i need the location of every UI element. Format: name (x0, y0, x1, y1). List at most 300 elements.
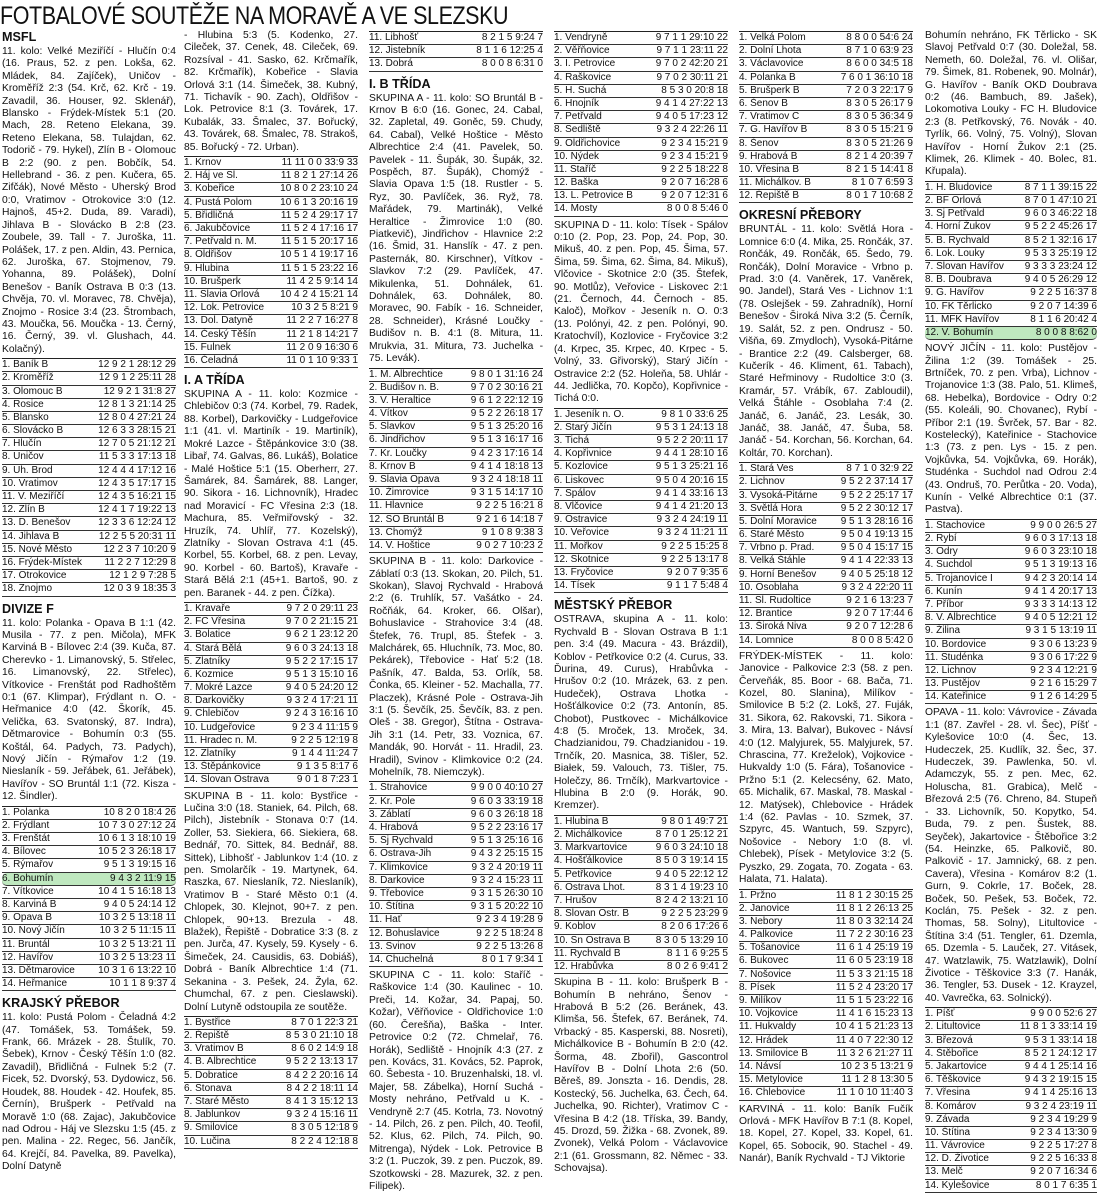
table-row (739, 1087, 913, 1100)
table-row (925, 1035, 1097, 1048)
team-name: 8. Krnov B (369, 460, 416, 472)
table-row (925, 1153, 1097, 1166)
table-row (2, 570, 176, 583)
match-results-text: 11. kolo: Polanka - Opava B 1:1 (42. Musila - 77. z pen. Mičola), MFK Karviná B - Bílovec 2:4 (39. Kuča, 87. Cherevko - 1. Limanovský, 5. Střelec, 16. Limanovský, 22. Střelec), Vítkovice - Frenštát pod Radhoštěm 0:1 (67. Klimpar), Frýdlant n. O. - Heřmanice 4:0 (42. Škorík, 45. Velička, 63. Svatonský, 87. Indra), Dětmarovice - Bohumín 0:3 (55. Koštál, 64. Padych, 73. Padych), Nový Jičín - Rýmařov 1:2 (19. Nieslaník - 59. Jeřábek, 61. Jeřábek), Havířov - SO Bruntál 1:1 (72. Kisza - 12. Šindler). (2, 617, 176, 803)
team-name: 2. Kr. Pole (369, 795, 416, 807)
table-row (739, 516, 913, 529)
team-name: 3. Odry (925, 546, 958, 558)
team-stats: 9 3 2 4 17:21 11 (286, 695, 358, 707)
table-row (925, 533, 1097, 546)
team-name: 11. Sl. Rudoltice (739, 595, 812, 607)
team-name: 17. Otrokovice (2, 570, 67, 582)
table-row (925, 612, 1097, 625)
team-name: 7. Spálov (554, 487, 596, 499)
table-row (184, 1070, 358, 1083)
team-stats: 9 7 0 2 30:16 21 (470, 381, 543, 393)
match-results-text: OSTRAVA, skupina A - 11. kolo: Rychvald B - Slovan Ostrava B 1:1 pen. 3:4 (49. Macura - 43. Brázdil), Koblov - Petřkovice 0:2 (4. Curus, 33. Ďurina, 49. Curus), Hrabůvka - Hrušov 0:2 (10. Mrázek, 63. z pen. Hudeček), Ostrava Lhotka - Hošťálkovice 0:2 (73. Antonín, 85. Chobot), Pustkovec - Michálkovice 4:8 (5. Mroček, 13. Mroček, 34. Chadzianidou, 79. Chadzianidou - 19. Trnčík, 20. Masnica, 38. Tišler, 52. Białek, 59. Valouch, 73. Tišler, 75. Holečzy, 86. Trnčík), Markvartovice - Hlubina B 2:0 (9. Horák, 90. Kremzer). (554, 614, 728, 812)
team-stats: 8 7 1 0 32:9 22 (846, 463, 913, 475)
team-stats: 9 7 1 1 29:10 22 (655, 32, 728, 43)
team-name: 1. Jeseník n. O. (554, 408, 625, 420)
team-stats: 9 2 4 3 16:16 10 (285, 708, 358, 720)
table-row (184, 315, 358, 328)
table-row (369, 809, 543, 822)
team-stats: 9 1 3 5 8:17 6 (296, 761, 358, 773)
match-results-text: SKUPINA B - 11. kolo: Bystřice - Lučina 3:0 (18. Staniek, 64. Pilch, 68. Pilch), Jistebník - Stonava 0:7 (14. Zoller, 53. Siekiera, 66. Siekiera, 68. Bednář, 70. Sittek, 84. Bednář, 88. Sittek), Libhošť - Jablunkov 1:4 (10. z pen. Smolarčík - 19. Martynek, 64. Raszka, 67. Nieslaník, 72. Nieslaník), Vratimov B - Staré Město 0:1 (4. Chlopek, 30. Klejnot, 90+7. z pen. Chlopek, 90+13. Brezula - 48. Blažek), Řepiště - Dobratice 3:3 (8. z pen. Jurča, 47. Kysely, 59. Kysely - 6. Šimeček, 24. Causidis, 63. Dobiáš), Dobrá - Baník Albrechtice 1:4 (71. Sekanina - 3. Pešek, 24. Žyla, 62. Chumchal, 67. z pen. Cieslawski). Dolní Lutyně odstoupila ze soutěže. (184, 790, 358, 1013)
team-name: 7. Vrbno p. Prad. (739, 542, 815, 554)
team-stats: 9 6 0 3 24:10 18 (655, 842, 728, 854)
team-stats: 9 5 2 2 20:11 17 (656, 435, 728, 447)
table-row (2, 531, 176, 544)
team-name: 5. Blansko (2, 411, 49, 423)
table-row (369, 395, 543, 408)
table-row (2, 925, 176, 938)
team-name: 12. Lichnov (925, 664, 977, 676)
team-name: 2. Budišov n. B. (369, 381, 440, 393)
team-name: 7. Hrušov (554, 894, 597, 906)
team-name: 3. Václavovice (739, 58, 804, 70)
team-stats: 10 3 2 5 13:21 11 (98, 938, 176, 950)
table-row (2, 465, 176, 478)
team-name: 9. Horní Benešov (739, 568, 817, 580)
team-name: 1. Stachovice (925, 519, 986, 531)
team-name: 12. Skotnice (554, 553, 610, 565)
team-stats: 9 2 3 4 13:30 9 (1030, 1126, 1097, 1138)
team-stats: 8 1 1 6 12:25 4 (476, 45, 543, 57)
team-stats: 8 5 2 1 32:16 17 (1024, 234, 1097, 246)
team-name: 14. Chuchelná (369, 953, 434, 965)
team-stats: 11 6 1 4 25:19 19 (835, 942, 913, 954)
team-name: 10. Štítina (925, 1126, 971, 1138)
table-row (739, 529, 913, 542)
team-stats: 11 8 1 3 33:14 19 (1019, 1021, 1097, 1033)
team-name: 4. Pustá Polom (184, 196, 252, 208)
team-name: 6. Kunín (925, 585, 963, 597)
team-name: 7. Klimkovice (369, 861, 428, 873)
team-stats: 12 6 3 3 28:15 21 (98, 425, 176, 437)
team-stats: 8 3 0 5 13:29 10 (655, 934, 728, 946)
table-row (184, 1122, 358, 1135)
team-name: 10. Osoblaha (739, 581, 799, 593)
table-row (739, 1021, 913, 1034)
team-name: 10. Bordovice (925, 638, 987, 650)
column-6 (925, 30, 1097, 1191)
table-row (2, 504, 176, 517)
table-row (554, 908, 728, 921)
table-row (184, 263, 358, 276)
table-row (2, 886, 176, 899)
table-row (925, 274, 1097, 287)
team-name: 11. MFK Havířov (925, 313, 1000, 325)
table-row (554, 98, 728, 111)
team-stats: 9 5 1 3 19:15 16 (103, 859, 176, 871)
table-row (369, 514, 543, 527)
team-stats: 8 4 2 2 20:16 14 (285, 1069, 358, 1081)
team-stats: 11 4 1 6 15:23 13 (835, 1008, 913, 1020)
table-row (739, 503, 913, 516)
team-stats: 9 4 1 4 25:16 13 (1024, 1087, 1097, 1099)
team-name: 14. Návsí (739, 1060, 782, 1072)
table-row (554, 935, 728, 948)
table-row (369, 58, 543, 71)
team-name: 2. Janovice (739, 902, 790, 914)
team-name: 2. Litultovice (925, 1021, 981, 1033)
table-row (2, 952, 176, 965)
table-row (2, 438, 176, 451)
team-name: 13. Dobrá (369, 58, 413, 70)
team-name: 4. Rosice (2, 398, 44, 410)
table-row (184, 170, 358, 183)
team-stats: 9 5 2 2 23:16 17 (470, 822, 543, 833)
table-row (554, 111, 728, 124)
team-name: 6. Slovácko B (2, 425, 64, 437)
table-row (2, 491, 176, 504)
team-name: 14. Kylešovice (925, 1179, 990, 1191)
team-name: 8. Karviná B (2, 898, 57, 910)
team-name: 14. Slovan Ostrava (184, 774, 270, 786)
team-stats: 9 6 2 1 23:12 20 (285, 629, 358, 641)
table-row (554, 488, 728, 501)
table-row (2, 846, 176, 859)
team-stats: 10 3 2 5 8:21 9 (291, 302, 358, 314)
table-row (739, 111, 913, 124)
table-row (925, 691, 1097, 704)
team-stats: 9 8 0 1 49:7 21 (661, 815, 728, 827)
team-name: 9. Uh. Brod (2, 464, 53, 476)
team-name: 9. Ostravice (554, 514, 608, 526)
table-row (2, 372, 176, 385)
table-row (554, 409, 728, 422)
team-name: 4. Palkovice (739, 929, 793, 941)
section-heading: OKRESNÍ PŘEBORY (739, 208, 862, 223)
table-row (739, 555, 913, 568)
table-row (2, 939, 176, 952)
team-stats: 9 5 1 3 25:20 16 (470, 421, 543, 433)
team-stats: 9 5 2 2 13:13 17 (285, 1056, 358, 1068)
table-row (925, 1180, 1097, 1193)
team-stats: 9 2 3 4 11:15 9 (292, 721, 358, 733)
team-stats: 8 0 0 8 6:31 0 (481, 58, 543, 70)
team-name: 13. Svinov (369, 940, 416, 952)
team-stats: 8 2 0 6 17:26 6 (661, 921, 728, 933)
table-row (925, 1087, 1097, 1100)
table-row (925, 546, 1097, 559)
team-stats: 8 0 2 6 9:41 2 (666, 960, 728, 972)
team-name: 5. Slavkov (369, 421, 416, 433)
team-stats: 9 6 0 3 24:13 18 (285, 642, 358, 654)
standings-table (554, 31, 728, 217)
team-name: 1. Polanka (2, 806, 50, 818)
team-stats: 9 7 0 2 30:11 21 (656, 71, 728, 83)
team-stats: 9 4 1 4 22:33 13 (840, 555, 913, 567)
team-stats: 9 5 3 3 25:19 12 (1024, 247, 1097, 259)
team-stats: 8 2 1 5 9:24 7 (481, 32, 543, 43)
table-row (554, 842, 728, 855)
table-row (2, 820, 176, 833)
team-name: 7. Hlučín (2, 438, 42, 450)
team-stats: 11 8 1 2 26:13 25 (835, 902, 913, 914)
table-row (184, 289, 358, 302)
section-heading: I. B TŘÍDA (369, 76, 431, 91)
team-stats: 10 1 1 8 9:37 4 (109, 978, 176, 990)
team-stats: 9 7 2 0 29:11 23 (286, 602, 358, 614)
table-row (554, 816, 728, 829)
table-row (925, 1127, 1097, 1140)
team-stats: 8 1 1 6 9:25 5 (666, 947, 728, 959)
team-stats: 11 6 0 5 23:19 18 (835, 955, 913, 967)
team-name: 9. Slavia Opava (369, 474, 440, 485)
table-row (554, 527, 728, 540)
team-name: 5. Jakartovice (925, 1060, 987, 1072)
team-stats: 12 4 3 5 16:21 15 (98, 491, 176, 503)
team-name: 4. Vítkov (369, 408, 408, 420)
match-results-text: FRÝDEK-MÍSTEK - 11. kolo: Janovice - Palkovice 2:3 (58. z pen. Červeňák, 85. Boor - 68. Bača, 71. Kozel, 80. Slanina), Milíkov - Smilovice B 5:2 (2. Lokš, 27. Fuják, 31. Sikora, 62. Rakovski, 71. Sikora - 3. Mira, 13. Balvar), Bukovec - Návsí 4:0 (12. Malyjurek, 55. Malyjurek, 57. Chrascina, 77. Kreželok), Vojkovice - Hukvaldy 1:0 (5. Fára), Tošanovice - Pržno 5:1 (2. Kelecsény, 62. Mato, 65. Michalik, 67. Maskal, 78. Maskal - 12. Matýsek), Chlebovice - Hrádek 1:4 (62. Pavlas - 10. Szmek, 37. Szpyrc, 45. Wantuch, 59. Szpyrc), Nošovice - Nebory 1:0 (8. vl. Chlebek), Písek - Metylovice 3:2 (5. Pyszko, 29. Zogata, 70. Zogata - 63. Halata, 71. Halata). (739, 650, 913, 886)
column-5 (739, 30, 913, 1165)
team-name: 15. Fulnek (184, 341, 231, 353)
team-name: 2. Háj ve Sl. (184, 170, 238, 182)
table-row (739, 151, 913, 164)
team-name: 11. Hradec n. M. (184, 734, 258, 746)
team-name: 2. FC Vřesina (184, 616, 246, 628)
team-stats: 8 2 1 4 20:39 7 (846, 150, 913, 162)
match-results-text: SKUPINA A - 11. kolo: Kozmice - Chlebičov 0:3 (74. Korbel, 79. Radek, 88. Korbel), Darkovičky - Ludgeřovice 1:1 (41. vl. Martiník - 19. Martiník), Mokré Lazce - Štěpánkovice 3:0 (38. Libař, 74. Galvas, 86. Lukáš), Bolatice - Malé Hoštice 5:1 (15. Oberherr, 27. Šamárek, 84. Šamárek, 88. Langer, 90. Sikora - 16. Lichnovník), Hradec nad Moravicí - FC Vřesina 2:3 (18. Machura, 85. Veřmiřovský - 32. Hruzík, 74. Uhlíř, 77. Kozelský), Zlatníky - Slovan Ostrava 4:1 (45. Korbel, 55. Korbel, 68. z pen. Levay, 90. Korbel - 60. Bartoš), Kravaře - Stará Bělá 2:1 (45+1. Bartoš, 90. z pen. Baranek - 44. z pen. Čížka). (184, 389, 358, 599)
team-stats: 10 3 2 5 13:23 11 (98, 951, 176, 963)
team-stats: 9 6 1 2 22:12 19 (470, 394, 543, 406)
team-stats: 12 9 2 1 28:12 29 (98, 359, 176, 371)
team-stats: 9 3 3 3 14:13 12 (1024, 598, 1097, 610)
table-row (554, 151, 728, 164)
table-row (925, 1061, 1097, 1074)
team-stats: 9 6 0 3 23:10 18 (1024, 546, 1097, 558)
table-row (554, 869, 728, 882)
team-stats: 9 5 0 4 15:17 15 (840, 542, 913, 554)
team-stats: 10 3 2 5 13:18 11 (98, 912, 176, 924)
team-stats: 8 5 2 1 24:12 17 (1024, 1047, 1097, 1059)
table-row (739, 32, 913, 45)
table-row (739, 463, 913, 476)
table-row (554, 138, 728, 151)
team-name: 11. Rychvald B (554, 947, 621, 959)
table-row (369, 448, 543, 461)
table-row (739, 955, 913, 968)
team-name: 2. Frýdlant (2, 819, 50, 831)
team-name: 3. V. Heraltice (369, 394, 431, 406)
team-stats: 9 4 4 1 28:10 16 (655, 448, 728, 460)
table-row (2, 978, 176, 991)
team-name: 8. Písek (739, 981, 776, 993)
team-name: 10. Vratimov (2, 477, 58, 489)
team-name: 4. Horní Žukov (925, 221, 991, 233)
team-name: 3. Sj Petřvald (925, 208, 985, 220)
team-stats: 8 3 0 5 12:18 9 (291, 1122, 358, 1134)
team-stats: 11 4 2 5 9:14 14 (286, 275, 358, 287)
table-row (554, 422, 728, 435)
team-name: 14. Kateřinice (925, 691, 987, 703)
table-row (925, 1074, 1097, 1087)
table-row (2, 399, 176, 412)
team-stats: 9 5 0 4 20:16 15 (655, 474, 728, 486)
table-row (925, 208, 1097, 221)
match-results-text: OPAVA - 11. kolo: Vávrovice - Závada 1:1 (87. Zavřel - 28. vl. Šec), Píšť - Kylešovice 10:0 (4. Šec, 13. Hudeczek, 25. Kudlík, 32. Šec, 37. Hudeczek, 39. Pawlenka, 50. vl. Adamczyk, 55. z pen. Mec, 62. Holuscha, 81. Grabica), Melč - Březová 2:5 (76. Chreno, 84. Stupeň - 33. Lichovník, 50. Kopytko, 54. Buda, 79. z pen. Šustek, 88. Seyček), Jakartovice - Štěbořice 3:2 (54. Heinzke, 65. Palkovič, 80. Palkovič - 17. Jamnický, 68. z pen. Cavera), Vřesina - Komárov 8:2 (1. Gurn, 9. Cokrle, 17. Boček, 28. Boček, 50. Pešek, 53. Boček, 72. Koclán, 75. Pešek - 32. z pen. Thomas, 58. Solny), Litultovice - Štítina 3:4 (51. Tengler, 61. Dzemla, 65. Dzemla - 5. Lauček, 27. Vitásek, 47. Watzlawik, 75. Watzlawik), Dolní Životice - Těškovice 3:3 (7. Hanák, 36. Tengler, 53. Dusek - 12. Krayzel, 40. Vavrečka, 63. Solnický). (925, 707, 1097, 1004)
table-row (184, 1096, 358, 1109)
team-stats: 10 8 0 2 23:10 24 (280, 183, 358, 195)
table-row (2, 478, 176, 491)
team-name: 10. Vojkovice (739, 1008, 798, 1020)
team-name: 7. G. Havířov B (739, 124, 808, 136)
team-stats: 9 3 0 6 13:23 9 (1030, 638, 1097, 650)
team-stats: 9 2 0 7 17:44 6 (846, 608, 913, 620)
table-row (184, 1043, 358, 1056)
table-row (739, 58, 913, 71)
match-results-text: KARVINÁ - 11. kolo: Baník Fučík Orlová - MFK Havířov B 7:1 (8. Kopel, 18. Kopel, 27. Kopel, 33. Kopel, 61. Kopel, 65. Sobocik, 90. Stachel - 49. Nanár), Baník Rychvald - TJ Viktorie (739, 1103, 913, 1165)
table-row (369, 474, 543, 487)
team-name: 5. Brušperk B (739, 84, 800, 96)
team-stats: 9 1 0 8 9:38 3 (481, 526, 543, 538)
standings-table (925, 1007, 1097, 1193)
team-stats: 9 3 1 5 13:19 11 (1025, 625, 1097, 637)
table-row (739, 608, 913, 621)
team-name: 4. Štěbořice (925, 1047, 979, 1059)
team-name: 12. Baška (554, 177, 599, 189)
table-row (369, 954, 543, 967)
table-row (184, 1030, 358, 1043)
table-row (739, 72, 913, 85)
table-row (925, 520, 1097, 533)
team-name: 10. Brušperk (184, 275, 241, 287)
team-name: 13. Fryčovice (554, 566, 614, 578)
team-stats: 8 6 0 2 14:9 18 (291, 1043, 358, 1055)
team-stats: 8 7 0 1 25:12 21 (655, 829, 728, 841)
table-row (739, 1035, 913, 1048)
table-row (184, 1136, 358, 1149)
team-name: 6. Jindřichov (369, 434, 426, 446)
table-row (739, 929, 913, 942)
team-stats: 10 6 1 3 20:16 19 (280, 196, 358, 208)
table-row (739, 476, 913, 489)
table-row (554, 448, 728, 461)
table-row (184, 1056, 358, 1069)
table-row (369, 369, 543, 382)
team-stats: 11 1 2 8 13:30 5 (841, 1074, 913, 1086)
team-stats: 9 9 0 0 26:5 27 (1030, 519, 1097, 531)
table-row (554, 829, 728, 842)
team-stats: 9 5 2 2 45:26 17 (1024, 221, 1097, 233)
team-stats: 9 4 2 3 20:14 14 (1024, 572, 1097, 584)
page-title: FOTBALOVÉ SOUTĚŽE NA MORAVĚ A VE SLEZSKU (0, 2, 509, 30)
team-name: 2. Kroměříž (2, 372, 54, 384)
team-stats: 9 2 2 5 17:27 8 (1030, 1140, 1097, 1152)
team-name: 11. Hukvaldy (739, 1021, 797, 1033)
team-name: 12. Jistebník (369, 45, 426, 57)
team-stats: 9 4 0 5 22:12 12 (655, 868, 728, 880)
team-stats: 9 4 4 1 25:14 16 (1024, 1060, 1097, 1072)
table-row (184, 722, 358, 735)
team-stats: 10 4 2 4 15:21 14 (280, 288, 358, 300)
table-row (184, 669, 358, 682)
team-stats: 9 4 1 4 20:17 13 (1024, 585, 1097, 597)
table-row (739, 98, 913, 111)
team-stats: 9 7 1 1 23:11 22 (656, 45, 728, 57)
team-stats: 8 6 0 0 34:5 18 (846, 58, 913, 70)
team-stats: 9 3 2 4 20:19 11 (471, 861, 543, 873)
team-stats: 11 2 1 8 14:21 7 (286, 328, 358, 340)
standings-table (184, 1016, 358, 1149)
team-name: 1. Strahovice (369, 782, 428, 794)
table-row (2, 412, 176, 425)
team-name: 1. Hlubina B (554, 815, 609, 827)
team-name: 7. Vratimov C (739, 111, 800, 123)
team-stats: 9 4 1 4 21:20 13 (655, 501, 728, 513)
team-stats: 12 4 3 5 17:17 15 (98, 477, 176, 489)
table-row (925, 314, 1097, 327)
table-row (2, 873, 176, 886)
team-name: 11. V. Meziříčí (2, 491, 65, 503)
team-name: 5. Dolní Moravice (739, 515, 817, 527)
team-stats: 9 3 2 4 23:19 11 (1025, 1100, 1097, 1112)
team-name: 5. Dobratice (184, 1069, 238, 1081)
team-name: 10. Štítina (369, 901, 415, 913)
standings-table (739, 31, 913, 203)
team-name: 5. Trojanovice I (925, 572, 993, 584)
team-name: 14. Lomnice (739, 634, 794, 646)
team-name: 8. B. Doubrava (925, 274, 992, 286)
team-stats: 8 7 1 0 63:9 23 (846, 45, 913, 57)
team-stats: 11 5 2 4 23:20 17 (835, 981, 913, 993)
team-name: 13. Pustějov (925, 678, 981, 690)
table-row (739, 1061, 913, 1074)
team-name: 7. Petřvald (554, 111, 602, 123)
section-heading: MĚSTSKÝ PŘEBOR (554, 598, 673, 613)
team-name: 8. Darkovičky (184, 695, 245, 707)
table-row (554, 124, 728, 137)
team-stats: 9 5 1 3 16:17 16 (470, 434, 543, 446)
table-row (925, 625, 1097, 638)
table-row (925, 573, 1097, 586)
team-name: 18. Znojmo (2, 583, 53, 595)
table-row (369, 421, 543, 434)
match-results-text: SKUPINA A - 11. kolo: SO Bruntál B - Krnov B 6:0 (16. Gonec, 24. Cabal, 32. Zapletal, 49. Goněc, 59. Chudy, 64. Cabal), Velké Hoštice - Město Albrechtice 2:4 (41. Pavelek, 50. Pavelek - 11. Šupák, 30. Šupák, 32. Pospěch, 87. Šupák), Chomýž - Slavia Opava 1:5 (18. Rustler - 5. Ryz, 30. Pavlíček, 36. Ryž, 78. Mařádek, 79. Martinák), Velké Heraltice - Žimrovice 1:0 (80. Piatkevič), Jindřichov - Hlavnice 2:2 (16. Šmid, 31. Hanslík - 47. z pen. Pasternák, 80. Kirschner), Vítkov - Slavkov 7:2 (29. Pavlíček, 47. Mikulenka, 51. Dohnálek, 61. Dohnálek, 63. Dohnálek, 80. Moravec, 90. Fabík - 16. Schneider, 28. Schneider), Krásné Loučky - Budišov n. B. 4:1 (8. Mitura, 11. Mrukvia, 31. Mitura, 73. Juchelka - 75. Levák). (369, 92, 543, 365)
standings-table (369, 368, 543, 554)
team-stats: 12 4 1 7 19:22 13 (98, 504, 176, 516)
match-results-text: SKUPINA C - 11. kolo: Staříč - Raškovice 1:4 (30. Kaulinec - 10. Preči, 14. Kožar, 34. Papaj, 50. Kožar), Věřňovice - Oldřichovice 1:0 (60. Čerešňa), Baška - Inter. Petrovice 0:2 (72. Chmelař, 76. Horák), Sedliště - Hnojník 4:3 (27. z pen. Kovács, 31. Kovács, 52. Paprok, 60. Šebesta - 10. Bruzenhalski, 18. vl. Majer, 58. Zábelka), Horní Suchá - Mosty nehráno, Petřvald u K. - Vendryně 2:7 (45. Kotrla, 73. Novotný - 14. Pilch, 26. z pen. Pilch, 40. Teofil, 52. Klus, 62. Pilch, 74. Pilch, 90. Mitrenga), Nýdek - Lok. Petrovice B 3:2 (1. Puczok, 39. z pen. Puczok, 89. Szotkowski - 28. Mazurek, 32. z pen. Filipek). (369, 970, 543, 1192)
team-stats: 12 9 1 2 25:11 28 (98, 372, 176, 384)
table-row (554, 567, 728, 580)
team-stats: 9 1 1 7 5:48 4 (666, 580, 728, 592)
table-row (184, 302, 358, 315)
team-stats: 10 4 1 5 16:18 13 (98, 885, 176, 897)
table-row (2, 425, 176, 438)
team-name: 1. Baník B (2, 359, 49, 371)
team-stats: 9 5 2 2 37:14 17 (840, 476, 913, 488)
team-name: 1. H. Bludovice (925, 181, 993, 193)
team-stats: 9 2 1 6 15:29 7 (1030, 678, 1097, 690)
table-row (2, 833, 176, 846)
column-4 (554, 30, 728, 1175)
team-name: 13. Široká Niva (739, 621, 807, 633)
team-name: 9. Chlebičov (184, 708, 240, 720)
team-name: 12. Hrabůvka (554, 960, 614, 972)
table-row (2, 965, 176, 978)
team-stats: 12 8 1 3 21:14 25 (98, 398, 176, 410)
team-stats: 12 9 2 1 31:8 27 (103, 385, 176, 397)
team-stats: 9 2 1 6 13:23 7 (846, 595, 913, 607)
team-name: 11. Studénka (925, 651, 984, 663)
standings-table (2, 806, 176, 992)
team-name: 7. Staré Město (184, 1096, 250, 1108)
team-name: 13. Dětmarovice (2, 964, 75, 976)
table-row (739, 490, 913, 503)
team-stats: 8 0 1 7 6:35 1 (1035, 1179, 1097, 1191)
table-row (925, 327, 1097, 340)
